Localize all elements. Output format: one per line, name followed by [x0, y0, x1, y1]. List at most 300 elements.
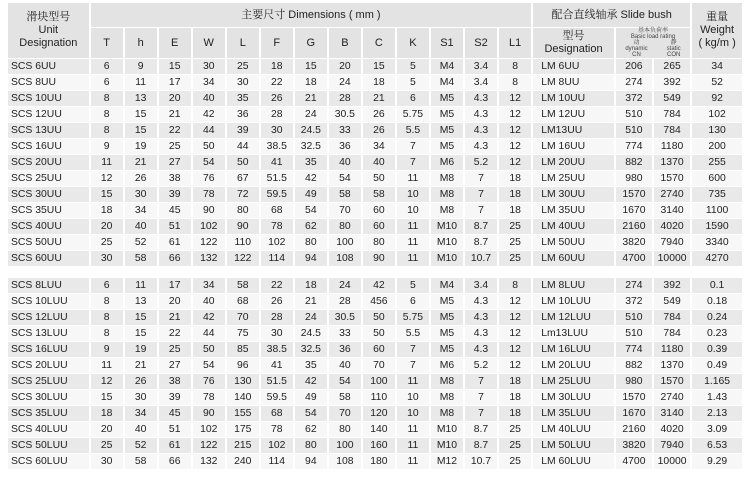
table-cell: 6: [91, 278, 123, 293]
table-cell: 784: [654, 123, 690, 138]
dynamic-unit: CN: [632, 52, 641, 58]
table-cell: 21: [125, 358, 157, 373]
static-cn: 静: [670, 40, 677, 46]
table-cell: 66: [159, 454, 191, 469]
table-cell: 11: [91, 358, 123, 373]
table-row: [8, 203, 742, 218]
bush-designation-cell: LM 35UU: [533, 203, 614, 218]
table-cell: 66: [159, 251, 191, 266]
table-cell: 8.7: [465, 219, 497, 234]
unit-designation-cell: SCS 10UU: [8, 91, 89, 106]
table-cell: M12: [431, 454, 463, 469]
bush-designation-cell: Lm13LUU: [533, 326, 614, 341]
table-cell: 12: [91, 374, 123, 389]
table-cell: 40: [193, 294, 225, 309]
table-cell: 3.09: [692, 422, 742, 437]
table-cell: 68: [261, 203, 293, 218]
table-cell: 58: [329, 390, 361, 405]
table-cell: 274: [616, 75, 652, 90]
table-cell: 26: [125, 374, 157, 389]
dynamic-label: [625, 40, 647, 58]
table-cell: M8: [431, 203, 463, 218]
table-cell: 8: [91, 91, 123, 106]
load-rating-en: Basic load rating: [630, 34, 676, 40]
bush-designation-cell: LM 16UU: [533, 139, 614, 154]
bush-designation-cell: LM 12LUU: [533, 310, 614, 325]
unit-designation-cell: SCS 6UU: [8, 59, 89, 74]
table-cell: 12: [499, 123, 531, 138]
table-cell: 160: [363, 438, 395, 453]
table-row: [8, 438, 742, 453]
table-cell: 392: [654, 75, 690, 90]
table-cell: 1590: [692, 219, 742, 234]
table-cell: 28: [261, 310, 293, 325]
table-cell: 10.7: [465, 251, 497, 266]
unit-designation-cell: SCS 60LUU: [8, 454, 89, 469]
weight-unit-label: ( kg/m ): [698, 37, 736, 49]
table-cell: 2740: [654, 187, 690, 202]
table-cell: 24: [295, 107, 327, 122]
table-cell: 2160: [616, 219, 652, 234]
table-cell: 122: [193, 235, 225, 250]
table-cell: 24: [329, 75, 361, 90]
table-cell: 4700: [616, 454, 652, 469]
table-cell: 5: [397, 75, 429, 90]
table-cell: 18: [499, 406, 531, 421]
table-cell: M5: [431, 342, 463, 357]
table-cell: 0.1: [692, 278, 742, 293]
table-cell: 21: [125, 155, 157, 170]
table-cell: 120: [363, 406, 395, 421]
table-cell: 51.5: [261, 171, 293, 186]
table-cell: 3820: [616, 235, 652, 250]
table-cell: 4.3: [465, 310, 497, 325]
table-cell: 130: [227, 374, 259, 389]
table-cell: 7: [465, 171, 497, 186]
table-cell: 1.165: [692, 374, 742, 389]
table-cell: 1670: [616, 203, 652, 218]
unit-designation-cell: SCS 25LUU: [8, 374, 89, 389]
bush-designation-cell: LM 35LUU: [533, 406, 614, 421]
table-cell: 510: [616, 123, 652, 138]
table-row: [8, 59, 742, 74]
table-cell: 9: [91, 342, 123, 357]
table-cell: 40: [125, 219, 157, 234]
table-cell: 274: [616, 278, 652, 293]
table-cell: 4700: [616, 251, 652, 266]
table-cell: 42: [295, 171, 327, 186]
table-cell: 30.5: [329, 310, 361, 325]
table-cell: 510: [616, 326, 652, 341]
unit-designation-cell: SCS 8LUU: [8, 278, 89, 293]
table-cell: 24.5: [295, 326, 327, 341]
table-cell: 18: [499, 187, 531, 202]
unit-designation-cell: SCS 16UU: [8, 139, 89, 154]
table-row: [8, 75, 742, 90]
table-row: [8, 278, 742, 293]
table-row: [8, 91, 742, 106]
table-cell: M5: [431, 139, 463, 154]
table-cell: 155: [227, 406, 259, 421]
unit-designation-cell: SCS 30UU: [8, 187, 89, 202]
table-cell: 60: [363, 219, 395, 234]
table-cell: 36: [227, 107, 259, 122]
table-cell: 38: [159, 374, 191, 389]
table-cell: 11: [125, 75, 157, 90]
table-cell: 38: [159, 171, 191, 186]
table-cell: 28: [261, 107, 293, 122]
table-cell: 19: [125, 139, 157, 154]
table-cell: 12: [499, 155, 531, 170]
table-cell: 96: [227, 358, 259, 373]
table-cell: 21: [295, 91, 327, 106]
table-cell: 11: [91, 155, 123, 170]
table-cell: 102: [261, 438, 293, 453]
table-cell: 18: [91, 406, 123, 421]
table-cell: 54: [295, 406, 327, 421]
table-cell: 784: [654, 107, 690, 122]
table-cell: 17: [159, 278, 191, 293]
table-cell: 40: [329, 358, 361, 373]
table-cell: 54: [295, 203, 327, 218]
table-cell: 882: [616, 155, 652, 170]
table-cell: 32.5: [295, 342, 327, 357]
table-cell: 2160: [616, 422, 652, 437]
weight-en-label: Weight: [700, 24, 735, 36]
table-cell: 34: [363, 139, 395, 154]
table-cell: 22: [261, 278, 293, 293]
table-cell: 45: [159, 203, 191, 218]
table-cell: 1670: [616, 406, 652, 421]
table-cell: 980: [616, 171, 652, 186]
table-cell: 50: [363, 310, 395, 325]
col-header-t: T: [91, 28, 123, 58]
table-cell: 1570: [654, 374, 690, 389]
table-cell: 34: [193, 75, 225, 90]
table-cell: 114: [261, 454, 293, 469]
table-row: [8, 219, 742, 234]
table-row: [8, 123, 742, 138]
table-cell: 78: [261, 422, 293, 437]
table-cell: 980: [616, 374, 652, 389]
table-cell: 10: [397, 187, 429, 202]
table-cell: 58: [363, 187, 395, 202]
table-cell: 5.2: [465, 358, 497, 373]
table-row: [8, 139, 742, 154]
table-cell: 25: [499, 438, 531, 453]
table-cell: 2740: [654, 390, 690, 405]
table-cell: 1370: [654, 358, 690, 373]
table-cell: 15: [159, 59, 191, 74]
table-cell: 3340: [692, 235, 742, 250]
table-cell: 33: [329, 123, 361, 138]
table-cell: 774: [616, 139, 652, 154]
table-row: [8, 326, 742, 341]
weight-cn-label: 重量: [706, 11, 729, 23]
table-cell: 11: [397, 374, 429, 389]
table-cell: 59.5: [261, 390, 293, 405]
table-cell: 130: [692, 123, 742, 138]
table-cell: 100: [363, 374, 395, 389]
table-cell: 12: [499, 107, 531, 122]
unit-designation-cell: SCS 30LUU: [8, 390, 89, 405]
table-cell: 11: [397, 422, 429, 437]
table-cell: 78: [193, 187, 225, 202]
table-cell: 13: [125, 91, 157, 106]
table-cell: 4.3: [465, 91, 497, 106]
table-cell: 108: [329, 251, 361, 266]
table-row: [8, 406, 742, 421]
table-cell: 132: [193, 454, 225, 469]
table-cell: 4.3: [465, 326, 497, 341]
weight-header: [692, 3, 742, 58]
table-cell: 58: [227, 278, 259, 293]
table-cell: 774: [616, 342, 652, 357]
table-cell: 15: [125, 107, 157, 122]
col-header-f: F: [261, 28, 293, 58]
table-cell: 34: [692, 59, 742, 74]
table-cell: 58: [125, 251, 157, 266]
table-cell: 1180: [654, 139, 690, 154]
table-row: [8, 235, 742, 250]
table-cell: 38.5: [261, 342, 293, 357]
table-cell: M5: [431, 294, 463, 309]
table-cell: 62: [295, 422, 327, 437]
table-cell: 34: [125, 203, 157, 218]
table-cell: 26: [363, 107, 395, 122]
table-cell: 28: [329, 91, 361, 106]
table-cell: 8: [91, 326, 123, 341]
table-cell: 140: [227, 390, 259, 405]
table-cell: 1100: [692, 203, 742, 218]
table-cell: 54: [193, 155, 225, 170]
table-cell: 80: [295, 438, 327, 453]
table-cell: 94: [295, 251, 327, 266]
table-cell: 34: [193, 278, 225, 293]
table-cell: 9: [91, 139, 123, 154]
table-cell: 90: [193, 203, 225, 218]
table-cell: 30: [261, 123, 293, 138]
table-cell: 39: [159, 390, 191, 405]
table-cell: 265: [654, 59, 690, 74]
table-cell: 42: [193, 107, 225, 122]
table-cell: 52: [125, 235, 157, 250]
table-cell: 18: [261, 59, 293, 74]
table-cell: M5: [431, 123, 463, 138]
table-cell: 5.2: [465, 155, 497, 170]
table-cell: 3.4: [465, 278, 497, 293]
table-cell: 10000: [654, 454, 690, 469]
table-cell: 549: [654, 91, 690, 106]
table-cell: 49: [295, 390, 327, 405]
table-cell: M8: [431, 390, 463, 405]
table-cell: 20: [329, 59, 361, 74]
table-cell: 4.3: [465, 342, 497, 357]
table-row: [8, 374, 742, 389]
table-cell: 41: [261, 155, 293, 170]
table-cell: 60: [363, 203, 395, 218]
table-cell: 1180: [654, 342, 690, 357]
table-cell: 30: [125, 187, 157, 202]
table-cell: M10: [431, 251, 463, 266]
table-cell: 110: [227, 235, 259, 250]
table-cell: 72: [227, 187, 259, 202]
table-cell: 12: [91, 171, 123, 186]
table-cell: 5.5: [397, 326, 429, 341]
table-cell: 240: [227, 454, 259, 469]
dynamic-en: dynamic: [625, 46, 648, 52]
table-row: [8, 390, 742, 405]
table-cell: 0.18: [692, 294, 742, 309]
unit-designation-cell: SCS 13UU: [8, 123, 89, 138]
table-cell: 175: [227, 422, 259, 437]
table-cell: 30: [91, 454, 123, 469]
table-cell: 58: [329, 187, 361, 202]
table-cell: 6: [91, 75, 123, 90]
spec-table: [6, 2, 744, 470]
table-cell: 26: [125, 171, 157, 186]
table-cell: 4020: [654, 219, 690, 234]
table-cell: 51: [159, 422, 191, 437]
table-cell: 61: [159, 235, 191, 250]
table-cell: 0.24: [692, 310, 742, 325]
table-cell: 92: [692, 91, 742, 106]
bush-designation-cell: LM 12UU: [533, 107, 614, 122]
table-cell: 39: [159, 187, 191, 202]
bush-designation-cell: LM 20UU: [533, 155, 614, 170]
table-cell: 44: [193, 123, 225, 138]
table-cell: 10000: [654, 251, 690, 266]
table-cell: 8: [499, 75, 531, 90]
table-row: [8, 294, 742, 309]
col-header-k: K: [397, 28, 429, 58]
table-cell: 38.5: [261, 139, 293, 154]
table-cell: M10: [431, 422, 463, 437]
table-cell: 24: [329, 278, 361, 293]
table-row: [8, 310, 742, 325]
table-cell: M10: [431, 438, 463, 453]
table-cell: 10: [397, 203, 429, 218]
table-cell: 735: [692, 187, 742, 202]
table-cell: M4: [431, 59, 463, 74]
table-row: [8, 358, 742, 373]
table-cell: 9.29: [692, 454, 742, 469]
table-cell: 206: [616, 59, 652, 74]
col-header-c: C: [363, 28, 395, 58]
table-cell: 49: [295, 187, 327, 202]
table-cell: 20: [159, 91, 191, 106]
table-cell: 30: [227, 75, 259, 90]
col-header-s1: S1: [431, 28, 463, 58]
table-cell: 5.75: [397, 310, 429, 325]
table-cell: 18: [499, 203, 531, 218]
bush-designation-cell: LM 8LUU: [533, 278, 614, 293]
table-cell: 9: [125, 59, 157, 74]
table-cell: 0.23: [692, 326, 742, 341]
table-cell: M5: [431, 326, 463, 341]
dynamic-cn: 动: [633, 40, 640, 46]
table-cell: 215: [227, 438, 259, 453]
table-cell: 26: [261, 294, 293, 309]
table-cell: 8: [91, 123, 123, 138]
table-cell: 40: [125, 422, 157, 437]
table-cell: 5: [397, 278, 429, 293]
table-cell: 42: [193, 310, 225, 325]
table-cell: 51.5: [261, 374, 293, 389]
unit-designation-cell: SCS 50UU: [8, 235, 89, 250]
luu-rows: [8, 278, 742, 469]
table-row: [8, 155, 742, 170]
table-cell: 132: [193, 251, 225, 266]
load-rating-header: [616, 28, 690, 58]
table-cell: 25: [159, 139, 191, 154]
slide-bush-header: 配合直线轴承 Slide bush: [533, 3, 690, 27]
table-cell: 58: [125, 454, 157, 469]
table-cell: 7: [465, 406, 497, 421]
table-cell: 6: [397, 294, 429, 309]
table-cell: 36: [329, 342, 361, 357]
table-cell: 30: [261, 326, 293, 341]
table-cell: 0.39: [692, 342, 742, 357]
table-cell: 18: [363, 75, 395, 90]
table-cell: 25: [499, 422, 531, 437]
table-cell: 372: [616, 294, 652, 309]
table-cell: 12: [499, 139, 531, 154]
table-cell: 1570: [616, 187, 652, 202]
table-cell: 1570: [616, 390, 652, 405]
bush-designation-cell: LM 60UU: [533, 251, 614, 266]
col-header-l1: L1: [499, 28, 531, 58]
table-cell: 70: [363, 358, 395, 373]
table-cell: 68: [261, 406, 293, 421]
table-cell: 45: [159, 406, 191, 421]
table-cell: 35: [227, 91, 259, 106]
table-cell: 42: [295, 374, 327, 389]
uu-rows: [8, 59, 742, 266]
table-cell: M6: [431, 358, 463, 373]
unit-designation-cell: SCS 40LUU: [8, 422, 89, 437]
table-cell: 25: [227, 59, 259, 74]
table-cell: 85: [227, 342, 259, 357]
table-cell: 17: [159, 75, 191, 90]
table-cell: 12: [499, 358, 531, 373]
table-row: [8, 251, 742, 266]
table-cell: 11: [397, 438, 429, 453]
table-cell: 33: [329, 326, 361, 341]
table-cell: 6: [397, 91, 429, 106]
table-cell: 68: [227, 294, 259, 309]
table-cell: 25: [91, 438, 123, 453]
table-cell: 76: [193, 374, 225, 389]
bush-designation-cell: LM13UU: [533, 123, 614, 138]
table-cell: 8: [91, 107, 123, 122]
table-cell: 21: [159, 107, 191, 122]
table-cell: 54: [193, 358, 225, 373]
table-cell: 784: [654, 310, 690, 325]
table-cell: 7: [397, 358, 429, 373]
table-cell: 11: [397, 219, 429, 234]
table-cell: M4: [431, 75, 463, 90]
table-cell: 12: [499, 91, 531, 106]
table-cell: 80: [363, 235, 395, 250]
bush-designation-cell: LM 40LUU: [533, 422, 614, 437]
table-cell: 18: [91, 203, 123, 218]
table-cell: 70: [227, 310, 259, 325]
table-cell: 62: [295, 219, 327, 234]
table-cell: 27: [159, 358, 191, 373]
table-cell: 76: [193, 171, 225, 186]
table-cell: 13: [125, 294, 157, 309]
